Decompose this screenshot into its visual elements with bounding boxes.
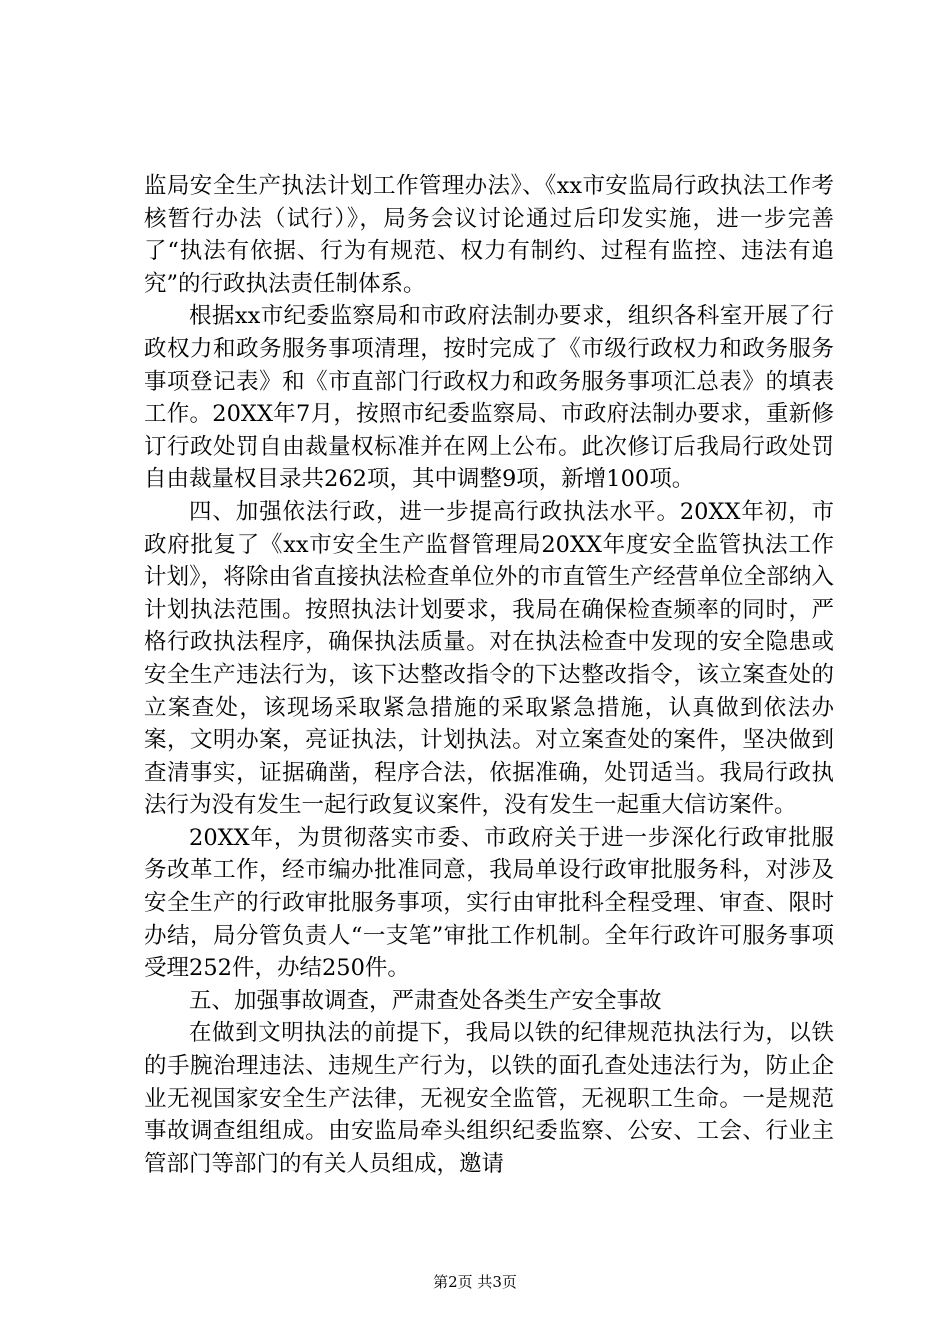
paragraph-power-list: 根据xx市纪委监察局和市政府法制办要求，组织各科室开展了行政权力和政务服务事项清理，按时完成了《市级行政权力和政务服务事项登记表》和《市直部门行政权力和政务服务事项汇总表》的填表工作。20XX年7月，按照市纪委监察局、市政府法制办要求，重新修订行政处罚自由裁量权标准并在网上公布。此次修订后我局行政处罚自由裁量权目录共262项，其中调整9项，新增100项。	[144, 303, 834, 493]
document-body	[144, 170, 834, 1180]
paragraph-accident-investigation: 在做到文明执法的前提下，我局以铁的纪律规范执法行为，以铁的手腕治理违法、违规生产行为，以铁的面孔查处违法行为，防止企业无视国家安全生产法律，无视安全监管，无视职工生命。一是规范事故调查组组成。由安监局牵头组织纪委监察、公安、工会、行业主管部门等部门的有关人员组成，邀请	[144, 1020, 834, 1177]
page-footer: 第2页 共3页	[433, 1273, 517, 1291]
paragraph-approval-reform: 20XX年，为贯彻落实市委、市政府关于进一步深化行政审批服务改革工作，经市编办批准同意，我局单设行政审批服务科，对涉及安全生产的行政审批服务事项，实行由审批科全程受理、审查、限时办结，局分管负责人“一支笔”审批工作机制。全年行政许可服务事项受理252件，办结250件。	[144, 824, 834, 982]
paragraph-section-four: 四、加强依法行政，进一步提高行政执法水平。20XX年初，市政府批复了《xx市安全生产监督管理局20XX年度安全监管执法工作计划》，将除由省直接执法检查单位外的市直管生产经营单位全部纳入计划执法范围。按照执法计划要求，我局在确保检查频率的同时，严格行政执法程序，确保执法质量。对在执法检查中发现的安全隐患或安全生产违法行为，该下达整改指令的下达整改指令，该立案查处的立案查处，该现场采取紧急措施的采取紧急措施，认真做到依法办案，文明办案，亮证执法，计划执法。对立案查处的案件，坚决做到查清事实，证据确凿，程序合法，依据准确，处罚适当。我局行政执法行为没有发生一起行政复议案件，没有发生一起重大信访案件。	[144, 498, 834, 819]
paragraph-continuation: 监局安全生产执法计划工作管理办法》、《xx市安监局行政执法工作考核暂行办法（试行）》，局务会议讨论通过后印发实施，进一步完善了“执法有依据、行为有规范、权力有制约、过程有监控、违法有追究”的行政执法责任制体系。	[144, 173, 834, 297]
section-heading-five: 五、加强事故调查，严肃查处各类生产安全事故	[189, 987, 662, 1014]
